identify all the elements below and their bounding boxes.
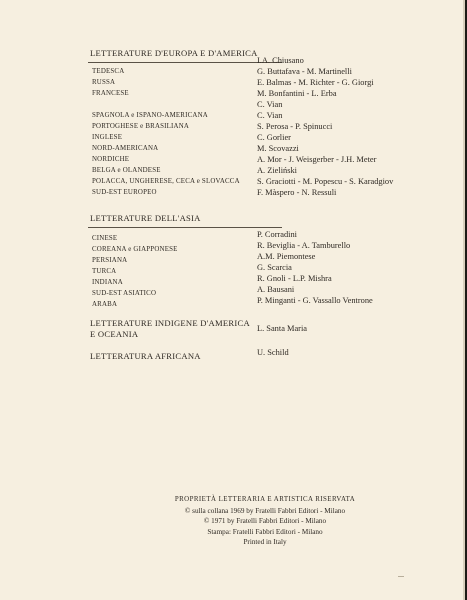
author-africana <box>257 347 289 358</box>
section-title-indigene <box>90 318 250 340</box>
colophon-line: Printed in Italy <box>243 538 287 547</box>
author-name: S. Perosa - P. Spinucci <box>257 122 333 131</box>
section-title-africana: LETTERATURA AFRICANA <box>90 351 201 361</box>
author-name: P. Corradini <box>257 230 298 239</box>
author-name: R. Gnoli - L.P. Mishra <box>257 274 332 283</box>
languages-asia <box>92 233 178 310</box>
section-rule <box>88 62 282 63</box>
language-label: CINESE <box>92 235 118 242</box>
language-label: FRANCESE <box>92 90 129 97</box>
author-name: C. Vian <box>257 100 283 109</box>
language-label: RUSSA <box>92 79 116 86</box>
language-label: TURCA <box>92 268 117 275</box>
author-name: E. Balmas - M. Richter - G. Giorgi <box>257 78 374 87</box>
author-name: F. Màspero - N. Ressuli <box>257 188 337 197</box>
language-label: BELGA e OLANDESE <box>92 167 161 174</box>
section-title-europa-america: LETTERATURE D'EUROPA E D'AMERICA <box>90 48 258 58</box>
language-label: TEDESCA <box>92 68 125 75</box>
colophon-line: © sulla collana 1969 by Fratelli Fabbri Editori - Milano <box>184 506 346 515</box>
author-name: S. Graciotti - M. Popescu - S. Karadgiov <box>257 177 394 186</box>
language-label: INGLESE <box>92 134 123 141</box>
language-label: NORD-AMERICANA <box>92 145 159 152</box>
author-name: P. Minganti - G. Vassallo Ventrone <box>257 296 373 305</box>
author-name: M. Bonfantini - L. Erba <box>257 89 337 98</box>
language-label: SPAGNOLA e ISPANO-AMERICANA <box>92 112 208 119</box>
language-label: PERSIANA <box>92 257 128 264</box>
author-name: R. Beviglia - A. Tamburello <box>257 241 351 250</box>
author-name: C. Gorlier <box>257 133 291 142</box>
language-label: COREANA e GIAPPONESE <box>92 246 178 253</box>
author-name: A.M. Piemontese <box>257 252 316 261</box>
section-title-asia: LETTERATURE DELL'ASIA <box>90 213 201 223</box>
author-name: A. Mor - J. Weisgerber - J.H. Meter <box>257 155 377 164</box>
language-label: POLACCA, UNGHERESE, CECA e SLOVACCA <box>92 178 240 185</box>
authors-asia <box>257 229 373 306</box>
author-name: G. Buttafava - M. Martinelli <box>257 67 352 76</box>
colophon-line: © 1971 by Fratelli Fabbri Editori - Milano <box>203 517 327 526</box>
page-corner-mark <box>398 576 404 582</box>
author-name: U. Schild <box>257 348 289 357</box>
author-name: A. Bausani <box>257 285 295 294</box>
colophon-line: Stampa: Fratelli Fabbri Editori - Milano <box>207 527 323 536</box>
language-label: INDIANA <box>92 279 123 286</box>
section-rule <box>88 227 282 228</box>
language-label: NORDICHE <box>92 156 130 163</box>
author-name: I.A. Chiusano <box>257 56 304 65</box>
language-label: SUD-EST EUROPEO <box>92 189 157 196</box>
author-name: L. Santa Maria <box>257 324 308 333</box>
author-indigene <box>257 323 307 334</box>
section-title-line: LETTERATURE INDIGENE D'AMERICA <box>90 318 250 328</box>
language-label: ARABA <box>92 301 118 308</box>
author-name: C. Vian <box>257 111 283 120</box>
language-label: SUD-EST ASIATICO <box>92 290 157 297</box>
language-label: PORTOGHESE e BRASILIANA <box>92 123 190 130</box>
author-name: G. Scarcia <box>257 263 292 272</box>
author-name: A. Zieliński <box>257 166 298 175</box>
languages-europa-america <box>92 66 240 198</box>
author-name: M. Scovazzi <box>257 144 299 153</box>
authors-europa-america <box>257 55 393 198</box>
colophon-heading: PROPRIETÀ LETTERARIA E ARTISTICA RISERVATA <box>174 496 356 503</box>
spacer <box>92 99 240 110</box>
colophon <box>140 495 390 548</box>
section-title-line: E OCEANIA <box>90 329 139 339</box>
